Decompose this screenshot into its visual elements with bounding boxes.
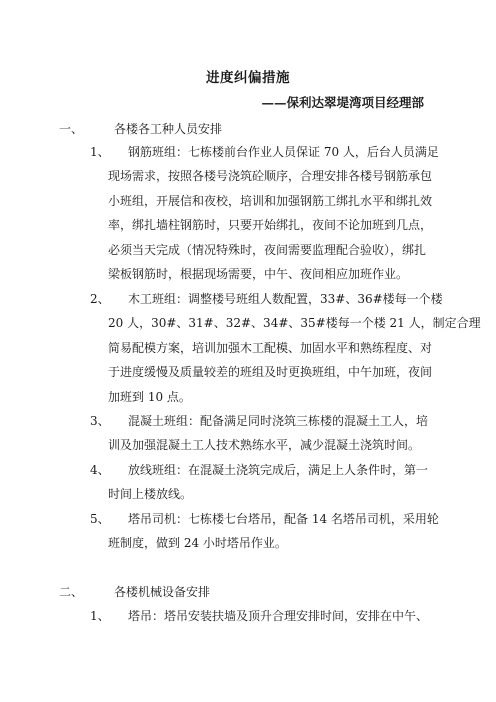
item-text-line: 必须当天完成（情况特殊时，夜间需要监理配合验收），绑扎 bbox=[108, 242, 427, 257]
item-text-line: 塔吊司机：七栋楼七台塔吊，配备 14 名塔吊司机，采用轮 bbox=[128, 512, 439, 526]
list-item bbox=[90, 604, 430, 628]
section-title: 各楼各工种人员安排 bbox=[114, 122, 223, 136]
item-text-line: 班制度，做到 24 小时塔吊作业。 bbox=[108, 536, 287, 551]
item-text-line: 木工班组：调整楼号班组人数配置，33#、36#楼每一个楼 bbox=[128, 292, 443, 306]
list-item bbox=[90, 507, 439, 556]
section-heading bbox=[59, 122, 222, 136]
item-text-line: 梁板钢筋时，根据现场需要，中午、夜间相应加班作业。 bbox=[108, 267, 409, 282]
item-text-line: 加班到 10 点。 bbox=[108, 389, 191, 404]
item-text-line: 训及加强混凝土工人技术熟练水平，减少混凝土浇筑时间。 bbox=[108, 438, 421, 453]
item-text-line: 钢筋班组：七栋楼前台作业人员保证 70 人，后台人员满足 bbox=[128, 145, 439, 159]
item-number: 5、 bbox=[90, 512, 110, 526]
item-text-line: 放线班组：在混凝土浇筑完成后，满足上人条件时，第一 bbox=[128, 463, 429, 477]
item-text-line: 简易配模方案，培训加强木工配模、加固水平和熟练程度、对 bbox=[108, 340, 433, 355]
list-item bbox=[90, 409, 430, 458]
list-item bbox=[90, 287, 481, 409]
section-number: 一、 bbox=[59, 122, 84, 136]
item-number: 1、 bbox=[90, 609, 110, 623]
item-text-line: 率，绑扎墙柱钢筋时，只要开始绑扎，夜间不论加班到几点， bbox=[108, 218, 433, 233]
item-number: 1、 bbox=[90, 145, 110, 159]
list-item bbox=[90, 458, 430, 507]
document-title: 进度纠偏措施 bbox=[206, 70, 290, 86]
item-text-line: 混凝土班组：配备满足同时浇筑三栋楼的混凝土工人，培 bbox=[128, 414, 429, 428]
item-text-line: 塔吊：塔吊安装扶墙及顶升合理安排时间，安排在中午、 bbox=[128, 609, 429, 623]
section-title: 各楼机械设备安排 bbox=[114, 585, 211, 599]
section-number: 二、 bbox=[59, 585, 84, 599]
item-text-line: 小班组，开展信和夜校，培训和加强钢筋工绑扎水平和绑扎效 bbox=[108, 193, 433, 208]
item-text-line: 20 人，30#、31#、32#、34#、35#楼每一个楼 21 人，制定合理 bbox=[108, 316, 481, 331]
item-text-line: 现场需求，按照各楼号浇筑砼顺序，合理安排各楼号钢筋承包 bbox=[108, 169, 433, 184]
item-number: 4、 bbox=[90, 463, 110, 477]
item-number: 2、 bbox=[90, 292, 110, 306]
item-text-line: 时间上楼放线。 bbox=[108, 487, 193, 502]
section-heading bbox=[59, 585, 210, 599]
list-item bbox=[90, 140, 439, 286]
document-subtitle: ——保利达翠堤湾项目经理部 bbox=[261, 95, 424, 110]
item-text-line: 于进度缓慢及质量较差的班组及时更换班组，中午加班，夜间 bbox=[108, 365, 433, 380]
item-number: 3、 bbox=[90, 414, 110, 428]
